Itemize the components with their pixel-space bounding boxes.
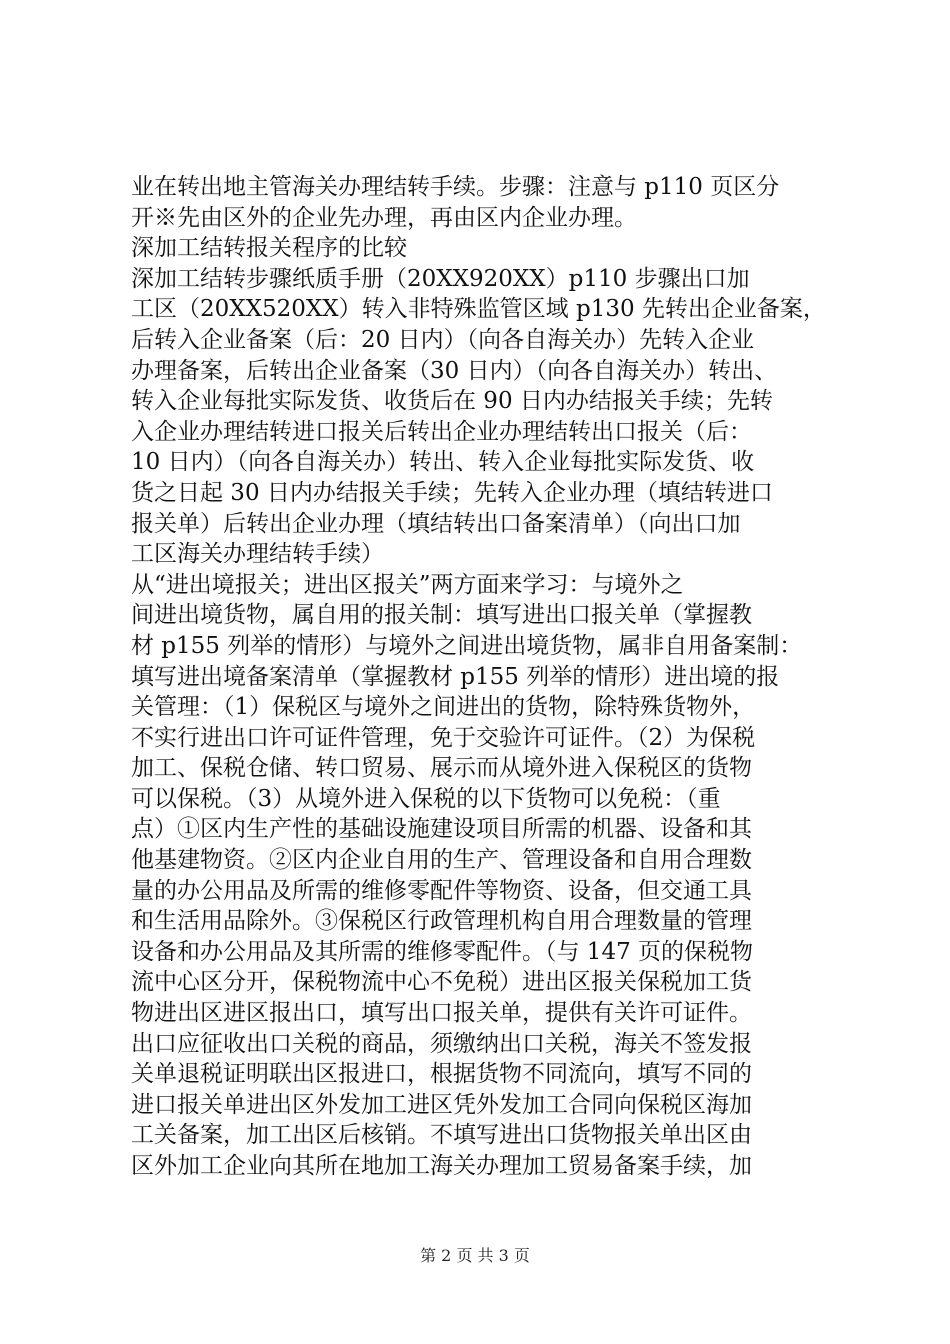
text-line: 他基建物资。②区内企业自用的生产、管理设备和自用合理数 <box>131 847 752 874</box>
text-line: 开※先由区外的企业先办理，再由区内企业办理。 <box>131 204 637 231</box>
text-line: 点）①区内生产性的基础设施建设项目所需的机器、设备和其 <box>131 816 752 843</box>
text-line: 办理备案，后转出企业备案（30 日内）（向各自海关办）转出、 <box>131 357 778 384</box>
text-line: 进口报关单进出区外发加工进区凭外发加工合同向保税区海加 <box>131 1091 752 1118</box>
text-line: 工关备案，加工出区后核销。不填写进出口货物报关单出区由 <box>131 1122 752 1149</box>
text-line: 货之日起 30 日内办结报关手续；先转入企业办理（填结转进口 <box>131 479 773 506</box>
text-line: 量的办公用品及所需的维修零配件等物资、设备，但交通工具 <box>131 877 752 904</box>
text-line: 深加工结转步骤纸质手册（20XX920XX）p110 步骤出口加 <box>131 265 750 292</box>
text-line: 间进出境货物，属自用的报关制：填写进出口报关单（掌握教 <box>131 602 752 629</box>
text-line: 不实行进出口许可证件管理，免于交验许可证件。（2）为保税 <box>131 724 756 751</box>
text-line: 流中心区分开，保税物流中心不免税）进出区报关保税加工货 <box>131 969 752 996</box>
text-line: 报关单）后转出企业办理（填结转出口备案清单）（向出口加 <box>131 510 741 537</box>
text-line: 业在转出地主管海关办理结转手续。步骤：注意与 p110 页区分 <box>131 174 780 200</box>
text-line: 可以保税。（3）从境外进入保税的以下货物可以免税：（重 <box>131 785 721 812</box>
text-line: 10 日内）（向各自海关办）转出、转入企业每批实际发货、收 <box>131 449 755 476</box>
text-line: 从“进出境报关；进出区报关”两方面来学习：与境外之 <box>131 571 684 598</box>
document-body <box>131 172 831 1182</box>
text-line: 填写进出境备案清单（掌握教材 p155 列举的情形）进出境的报 <box>131 663 780 690</box>
text-line: 工区海关办理结转手续） <box>131 541 384 568</box>
text-line: 工区（20XX520XX）转入非特殊监管区域 p130 先转出企业备案， <box>131 296 826 323</box>
text-line: 转入企业每批实际发货、收货后在 90 日内办结报关手续；先转 <box>131 388 773 415</box>
text-line: 后转入企业备案（后：20 日内）（向各自海关办）先转入企业 <box>131 326 755 353</box>
text-line: 关管理：（1）保税区与境外之间进出的货物，除特殊货物外， <box>131 694 756 721</box>
text-line: 设备和办公用品及其所需的维修零配件。（与 147 页的保税物 <box>131 938 754 965</box>
text-line: 出口应征收出口关税的商品，须缴纳出口关税，海关不签发报 <box>131 1030 752 1057</box>
page-footer: 第 2 页 共 3 页 <box>420 1246 530 1265</box>
text-line: 和生活用品除外。③保税区行政管理机构自用合理数量的管理 <box>131 908 752 935</box>
text-line: 区外加工企业向其所在地加工海关办理加工贸易备案手续，加 <box>131 1153 752 1179</box>
text-line: 物进出区进区报出口，填写出口报关单，提供有关许可证件。 <box>131 1000 752 1027</box>
text-line: 入企业办理结转进口报关后转出企业办理结转出口报关（后： <box>131 418 752 445</box>
text-line: 关单退税证明联出区报进口，根据货物不同流向，填写不同的 <box>131 1061 752 1088</box>
text-line: 深加工结转报关程序的比较 <box>131 235 407 262</box>
text-line: 材 p155 列举的情形）与境外之间进出境货物，属非自用备案制： <box>131 632 803 659</box>
text-line: 加工、保税仓储、转口贸易、展示而从境外进入保税区的货物 <box>131 755 752 782</box>
